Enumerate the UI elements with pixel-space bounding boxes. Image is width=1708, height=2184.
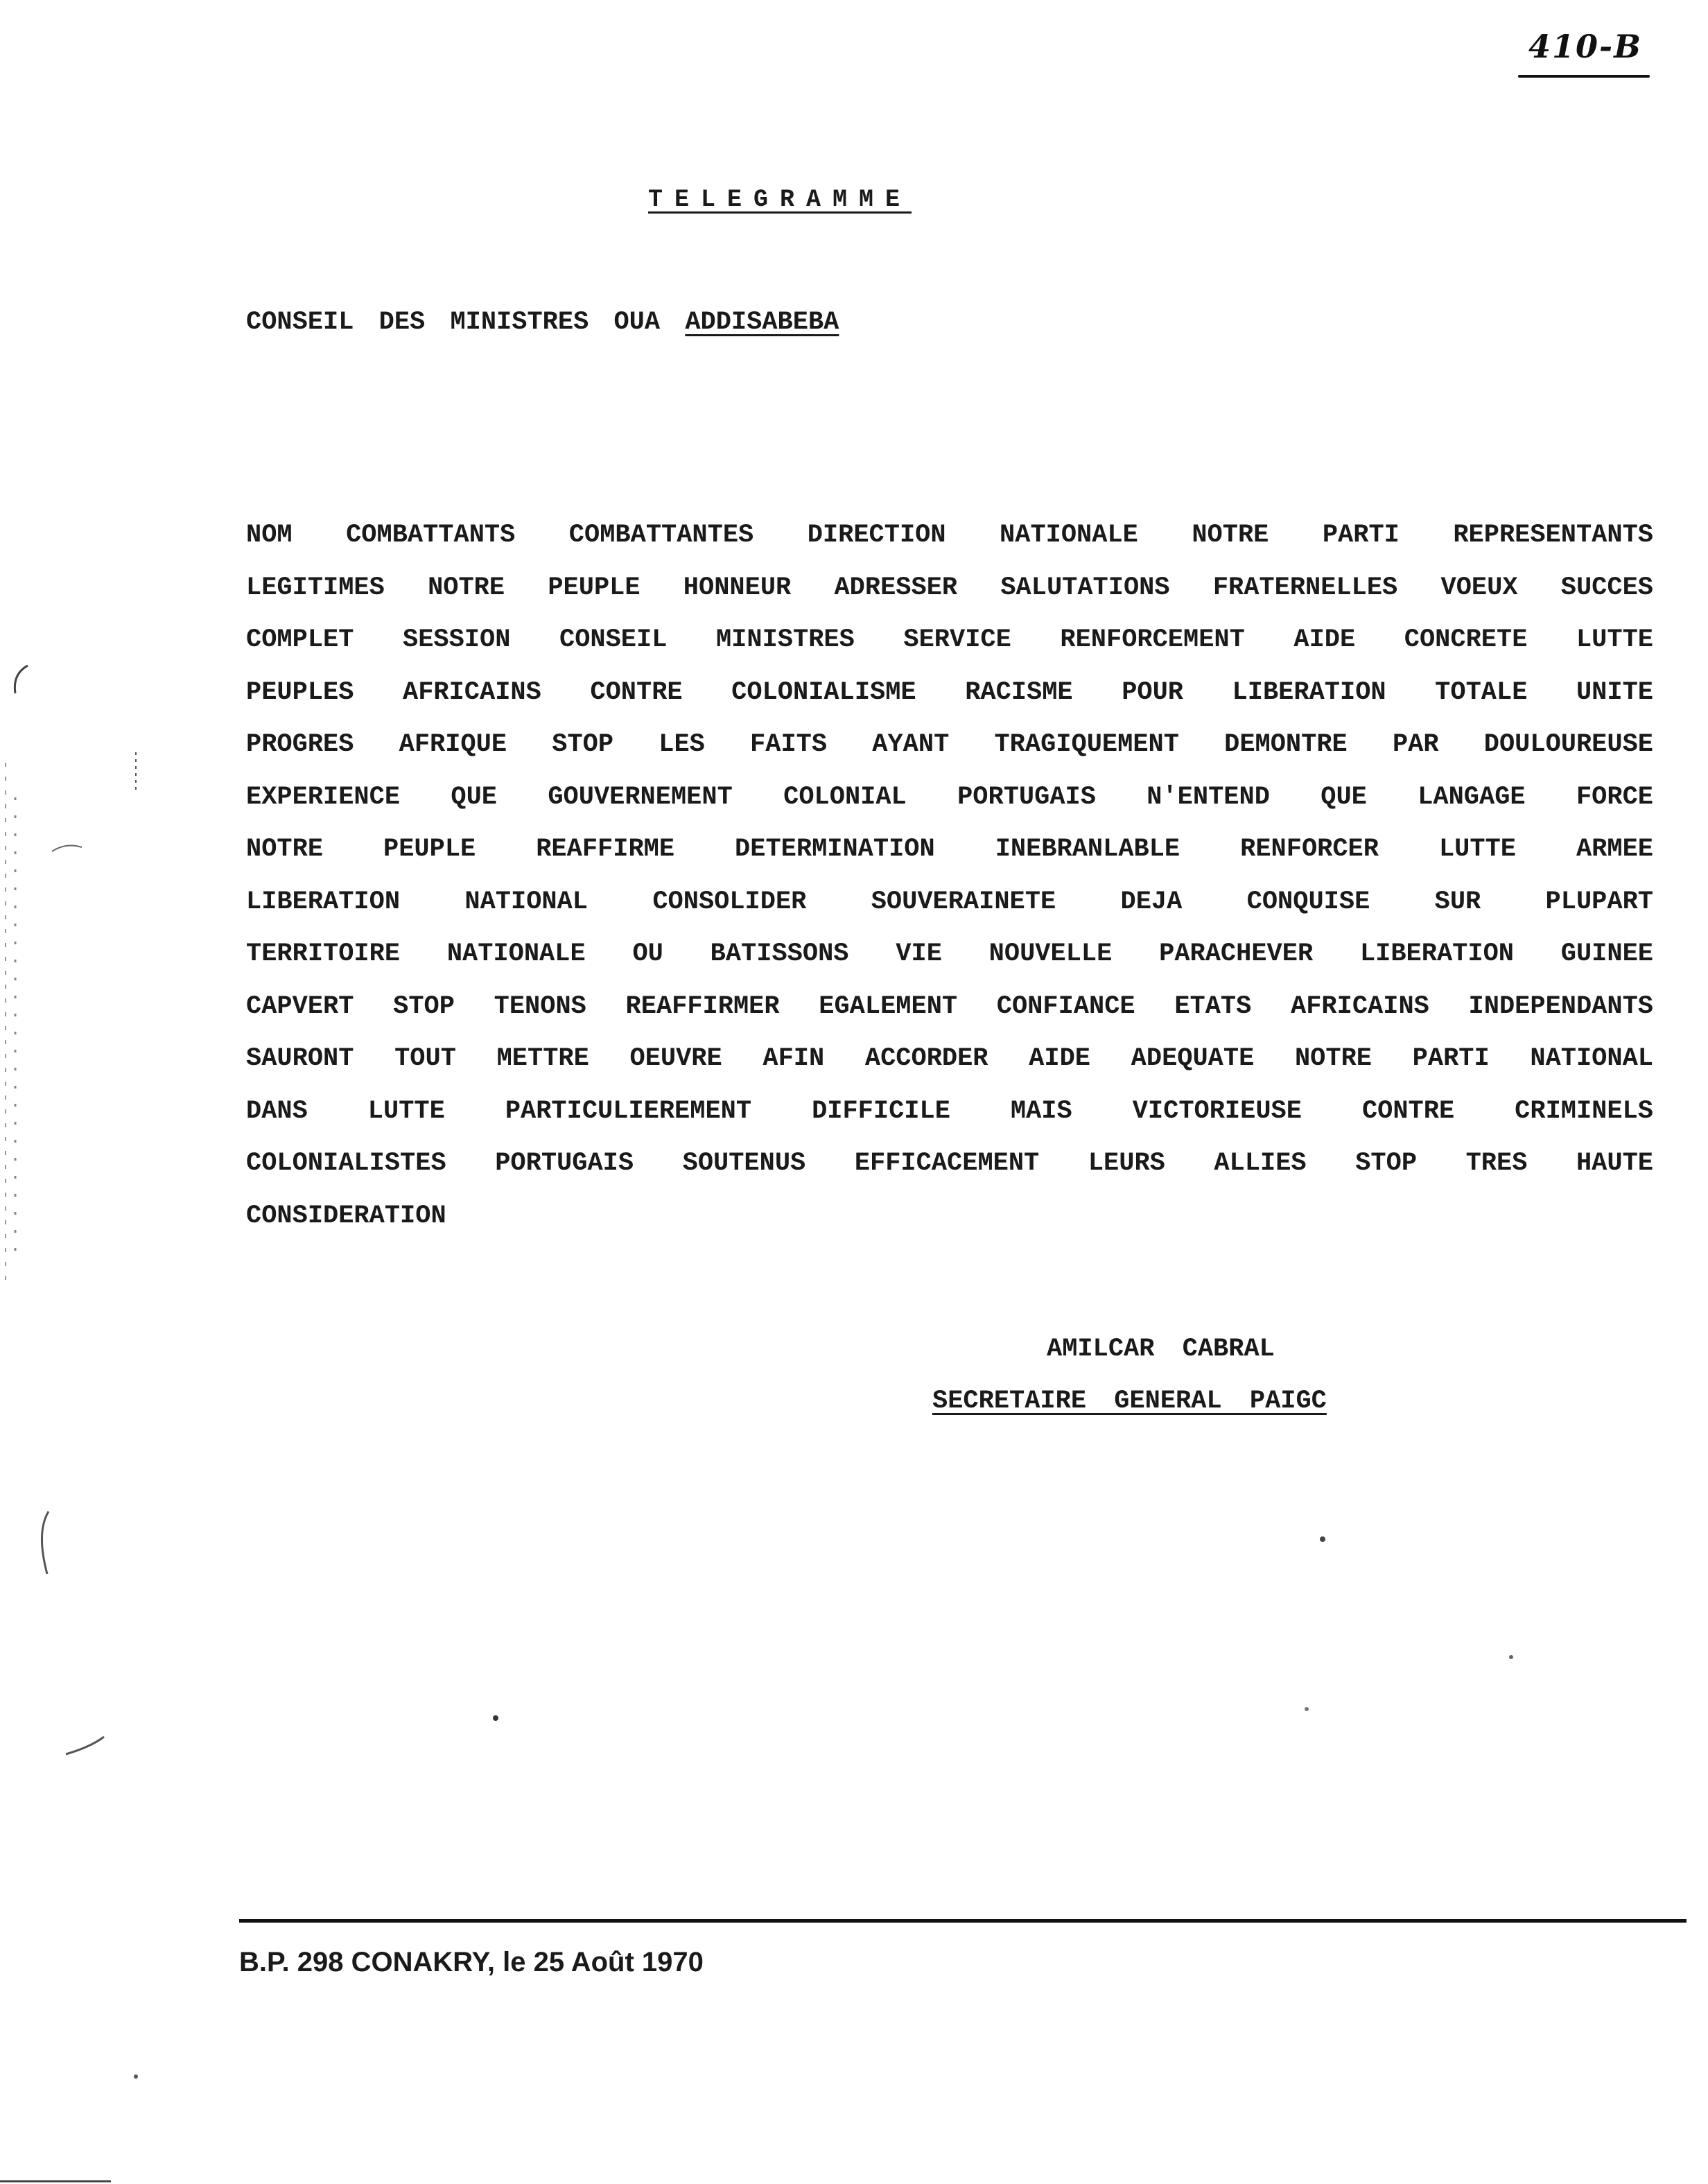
body-line: PROGRES AFRIQUE STOP LES FAITS AYANT TRAGIQUEMENT DEMONTRE PAR DOULOUREUSE	[246, 730, 1653, 759]
body-line: CAPVERT STOP TENONS REAFFIRMER EGALEMENT CONFIANCE ETATS AFRICAINS INDEPENDANTS	[246, 991, 1653, 1021]
body-line: LEGITIMES NOTRE PEUPLE HONNEUR ADRESSER SALUTATIONS FRATERNELLES VOEUX SUCCES	[246, 573, 1653, 603]
body-line: NOTRE PEUPLE REAFFIRME DETERMINATION INEBRANLABLE RENFORCER LUTTE ARMEE	[246, 835, 1653, 864]
body-line: NOM COMBATTANTS COMBATTANTES DIRECTION NATIONALE NOTRE PARTI REPRESENTANTS	[246, 521, 1653, 550]
footer-address: B.P. 298 CONAKRY, le 25 Août 1970	[239, 1947, 704, 1977]
signature-title: SECRETAIRE GENERAL PAIGC	[932, 1387, 1327, 1416]
addressee-location: ADDISABEBA	[685, 308, 839, 337]
body-line: DANS LUTTE PARTICULIEREMENT DIFFICILE MAIS VICTORIEUSE CONTRE CRIMINELS	[246, 1096, 1653, 1126]
addressee: CONSEIL DES MINISTRES OUA	[246, 308, 661, 337]
body-line: COMPLET SESSION CONSEIL MINISTRES SERVICE RENFORCEMENT AIDE CONCRETE LUTTE	[246, 625, 1653, 655]
archive-reference: 410-B	[1528, 28, 1642, 65]
body-line: EXPERIENCE QUE GOUVERNEMENT COLONIAL PORTUGAIS N'ENTEND QUE LANGAGE FORCE	[246, 782, 1653, 812]
body-line: PEUPLES AFRICAINS CONTRE COLONIALISME RACISME POUR LIBERATION TOTALE UNITE	[246, 677, 1653, 707]
body-line: SAURONT TOUT METTRE OEUVRE AFIN ACCORDER AIDE ADEQUATE NOTRE PARTI NATIONAL	[246, 1044, 1653, 1073]
body-line: COLONIALISTES PORTUGAIS SOUTENUS EFFICACEMENT LEURS ALLIES STOP TRES HAUTE	[246, 1149, 1653, 1178]
signature-name: AMILCAR CABRAL	[1047, 1335, 1275, 1364]
body-line: TERRITOIRE NATIONALE OU BATISSONS VIE NOUVELLE PARACHEVER LIBERATION GUINEE	[246, 939, 1653, 969]
body-line: LIBERATION NATIONAL CONSOLIDER SOUVERAINETE DEJA CONQUISE SUR PLUPART	[246, 887, 1653, 917]
body-line: CONSIDERATION	[246, 1201, 446, 1231]
document-title: TELEGRAMME	[648, 186, 912, 214]
